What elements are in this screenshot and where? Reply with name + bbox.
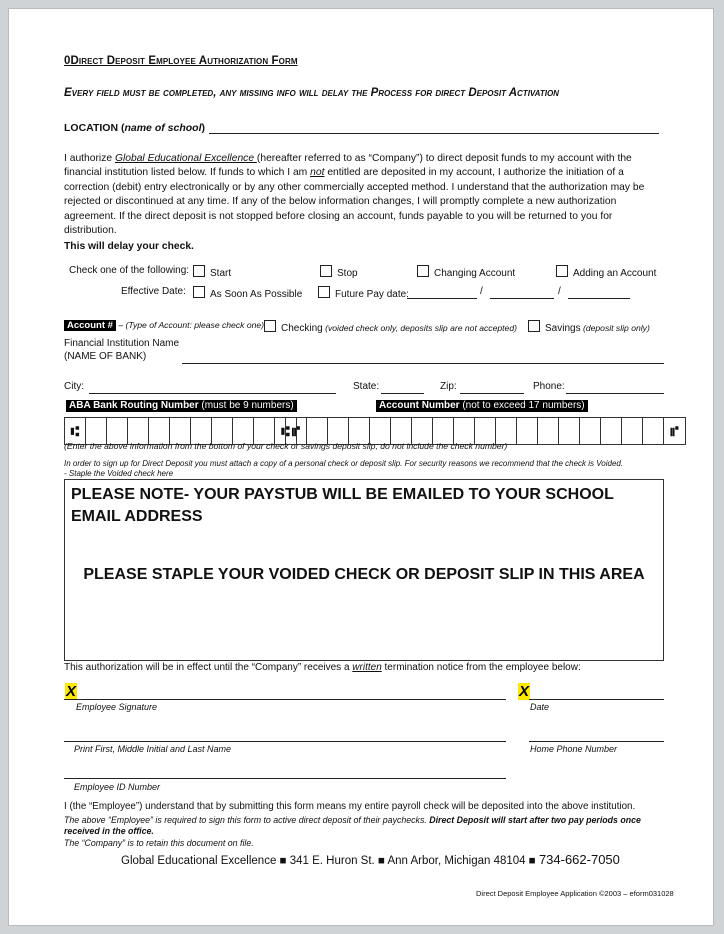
delay-warning: This will delay your check. [64,241,194,252]
state-label: State: [353,381,380,392]
routing-end-symbol: ⑆ [281,423,290,439]
date-slash: / [558,286,561,297]
x-marker-signature: X [66,683,77,700]
changing-account-checkbox[interactable] [417,265,429,277]
zip-field[interactable] [460,393,524,394]
stop-checkbox[interactable] [320,265,332,277]
form-title: 0Direct Deposit Employee Authorization Form [64,55,298,67]
routing-start-symbol: ⑆ [65,418,86,444]
staple-area [64,479,664,661]
adding-account-checkbox[interactable] [556,265,568,277]
account-digit-box[interactable] [643,418,664,444]
account-type-row: Account # – (Type of Account: please check one) [64,320,264,331]
option-savings[interactable]: Savings (deposit slip only) [528,320,650,334]
form-page [8,8,714,926]
effective-date-label: Effective Date: [121,286,186,297]
print-name-caption: Print First, Middle Initial and Last Name [74,744,232,754]
bank-name-label-2: (NAME OF BANK) [64,351,147,362]
account-digit-box[interactable] [538,418,559,444]
required-note: The above “Employee” is required to sign this form to active direct deposit of their paychecks. Direct Deposit will start after two pay periods once received in the office. [64,815,641,836]
date-caption: Date [530,702,550,712]
retain-note: The “Company” is to retain this document on file. [64,838,254,848]
enter-info-note: (Enter the above information from the bottom of your check or savings deposit slip, do not include the check number) [64,441,508,451]
staple-instruction: PLEASE STAPLE YOUR VOIDED CHECK OR DEPOSIT SLIP IN THIS AREA [83,566,645,583]
account-digit-box[interactable] [517,418,538,444]
check-one-label: Check one of the following: [69,265,190,276]
option-asap[interactable]: As Soon As Possible [193,286,302,300]
account-start-symbol: ⑈ [286,418,307,444]
account-digit-box[interactable] [601,418,622,444]
staple-note: - Staple the Voided check here [64,469,174,478]
option-future-pay-date[interactable]: Future Pay date: [318,286,409,300]
employee-signature-field[interactable] [64,699,506,700]
employee-id-caption: Employee ID Number [74,782,161,792]
employee-understanding: I (the “Employee”) understand that by submitting this form means my entire payroll check will be deposited into the above institution. [64,801,636,812]
paystub-email-note: PLEASE NOTE- YOUR PAYSTUB WILL BE EMAILED TO YOUR SCHOOL EMAIL ADDRESS [71,486,614,525]
form-subtitle: Every field must be completed, any missing info will delay the Process for direct Deposit Activation [64,87,559,99]
option-adding-account[interactable]: Adding an Account [556,265,656,279]
account-digit-box[interactable] [580,418,601,444]
company-phone: 734-662-7050 [538,852,620,867]
x-marker-date: X [519,683,530,700]
bank-name-field[interactable] [182,363,664,364]
account-number-label: Account Number (not to exceed 17 numbers) [376,400,588,412]
future-pay-date-checkbox[interactable] [318,286,330,298]
home-phone-caption: Home Phone Number [530,744,618,754]
authorization-effect-text: This authorization will be in effect until the “Company” receives a written termination notice from the employee below: [64,662,581,673]
future-date-year-field[interactable] [568,298,630,299]
authorization-paragraph: I authorize Global Educational Excellence (hereafter referred to as “Company”) to direct deposit funds to my account with the financial institution listed below. If funds to which I am not entitled are deposited in my account, I authorize the initiation of a correction (debit) entry electronically or by any other commercially accepted method. I understand that the authorization may be rejected or discontinued at any time. If any of the below information changes, I will promptly complete a new authorization agreement. If the direct deposit is not stopped before closing an account, funds payable to you will be returned to you for distribution. [64,153,645,237]
option-changing-account[interactable]: Changing Account [417,265,515,279]
city-field[interactable] [89,393,336,394]
phone-field[interactable] [566,393,664,394]
phone-label: Phone: [533,381,565,392]
checking-checkbox[interactable] [264,320,276,332]
future-date-month-field[interactable] [407,298,477,299]
location-field[interactable] [209,133,659,134]
zip-label: Zip: [440,381,457,392]
home-phone-field[interactable] [529,741,664,742]
option-stop[interactable]: Stop [320,265,358,279]
location-label: LOCATION (name of school) [64,122,205,134]
routing-number-label: ABA Bank Routing Number (must be 9 numbers) [66,400,297,412]
start-checkbox[interactable] [193,265,205,277]
employee-id-field[interactable] [64,778,506,779]
date-slash: / [480,286,483,297]
account-digit-box[interactable] [622,418,643,444]
bank-name-label: Financial Institution Name [64,338,180,349]
future-date-day-field[interactable] [490,298,554,299]
company-address: Global Educational Excellence ■ 341 E. Huron St. ■ Ann Arbor, Michigan 48104 ■ 734-662-7050 [121,852,620,867]
print-name-field[interactable] [64,741,506,742]
account-digit-box[interactable] [559,418,580,444]
option-start[interactable]: Start [193,265,231,279]
form-number: Direct Deposit Employee Application ©2003 – eform031028 [476,889,674,898]
city-label: City: [64,381,84,392]
employee-signature-caption: Employee Signature [76,702,158,712]
signup-note: In order to sign up for Direct Deposit you must attach a copy of a personal check or deposit slip. For security reasons we recommend that the check is Voided. [64,459,624,468]
state-field[interactable] [381,393,424,394]
account-tag: Account # [64,320,116,331]
asap-checkbox[interactable] [193,286,205,298]
savings-checkbox[interactable] [528,320,540,332]
date-field[interactable] [529,699,664,700]
option-checking[interactable]: Checking (voided check only, deposits slip are not accepted) [264,320,517,334]
account-end-symbol: ⑈ [670,423,679,439]
